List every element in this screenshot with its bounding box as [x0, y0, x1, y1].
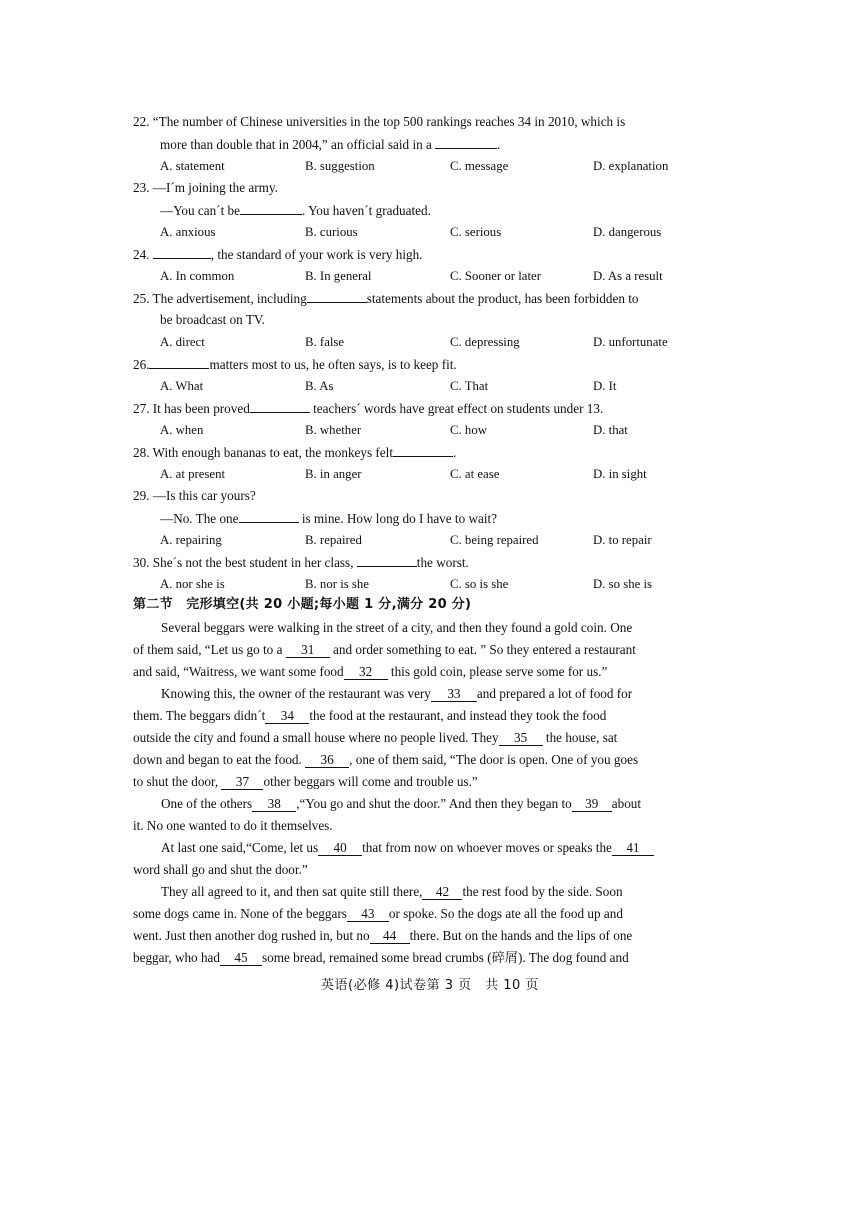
option-c: C. how: [450, 423, 487, 437]
option-a: A. at present: [160, 467, 226, 481]
passage-line: One of the others 38 ,“You go and shut the door.” And then they began to 39 about: [161, 796, 642, 811]
option-d: D. dangerous: [593, 225, 662, 239]
question-number: 22.: [133, 114, 150, 129]
option-a: A. statement: [160, 159, 225, 173]
option-c: C. message: [450, 159, 509, 173]
question-number: 23.: [133, 180, 150, 195]
blank-44: 44: [370, 929, 410, 944]
blank-34: 34: [265, 709, 309, 724]
option-b: B. suggestion: [305, 159, 375, 173]
blank-31: 31: [286, 643, 330, 658]
option-c: C. Sooner or later: [450, 269, 541, 283]
passage-line: some dogs came in. None of the beggars 43 or spoke. So the dogs ate all the food up and: [133, 906, 623, 921]
blank-37: 37: [221, 775, 263, 790]
question-number: 29.: [133, 488, 150, 503]
question-27: 27. It has been proved teachers´ words have great effect on students under 13.: [133, 401, 604, 416]
option-a: A. when: [160, 423, 204, 437]
question-stem: matters most to us, he often says, is to keep fit.: [209, 357, 457, 372]
question-29: [133, 488, 256, 504]
option-d: D. that: [593, 423, 628, 437]
option-a: A. anxious: [160, 225, 216, 239]
question-number: 28.: [133, 445, 150, 460]
answer-blank: [250, 400, 310, 413]
blank-40: 40: [318, 841, 362, 856]
answer-blank: [149, 356, 209, 369]
question-stem: , the standard of your work is very high.: [210, 247, 423, 262]
blank-33: 33: [431, 687, 477, 702]
option-c: C. serious: [450, 225, 502, 239]
blank-38: 38: [252, 797, 296, 812]
passage-line: went. Just then another dog rushed in, but no 44 there. But on the hands and the lips of one: [133, 928, 633, 943]
question-stem: —Is this car yours?: [152, 488, 256, 503]
option-b: B. nor is she: [305, 577, 369, 591]
question-stem-line: —You can´t be . You haven´t graduated.: [160, 203, 431, 218]
question-25: 25. The advertisement, including statements about the product, has been forbidden to: [133, 291, 639, 306]
answer-blank: [357, 554, 417, 567]
option-b: B. curious: [305, 225, 358, 239]
passage-line: At last one said,“Come, let us 40 that from now on whoever moves or speaks the 41: [161, 840, 654, 856]
passage-line: it. No one wanted to do it themselves.: [133, 818, 333, 833]
option-c: C. so is she: [450, 577, 509, 591]
answer-blank: [307, 290, 367, 303]
option-a: A. In common: [160, 269, 235, 283]
question-number: 27.: [133, 401, 150, 416]
option-d: D. It: [593, 379, 617, 393]
option-c: C. That: [450, 379, 489, 393]
option-a: A. repairing: [160, 533, 222, 547]
question-number: 30.: [133, 555, 150, 570]
question-26: [133, 356, 457, 373]
passage-line: outside the city and found a small house where no people lived. They 35 the house, sat: [133, 730, 618, 745]
passage-line: them. The beggars didn´t 34 the food at the restaurant, and instead they took the food: [133, 708, 607, 723]
section-heading: 第二节 完形填空(共 20 小题;每小题 1 分,满分 20 分): [133, 597, 472, 612]
option-b: B. whether: [305, 423, 362, 437]
passage-line: to shut the door, 37 other beggars will come and trouble us.”: [133, 774, 478, 789]
answer-blank: [239, 510, 299, 523]
option-c: C. at ease: [450, 467, 500, 481]
blank-43: 43: [347, 907, 389, 922]
question-22: [133, 114, 625, 130]
question-28: 28. With enough bananas to eat, the monkeys felt .: [133, 445, 457, 460]
question-stem-line: be broadcast on TV.: [160, 312, 265, 327]
passage-line: Knowing this, the owner of the restaurant was very 33 and prepared a lot of food for: [161, 686, 633, 701]
passage-line: of them said, “Let us go to a 31 and order something to eat. ” So they entered a restaurant: [133, 642, 636, 657]
option-b: B. in anger: [305, 467, 362, 481]
option-b: B. false: [305, 335, 345, 349]
option-a: A. nor she is: [160, 577, 225, 591]
answer-blank: [393, 444, 453, 457]
page-footer: 英语(必修 4)试卷第 3 页 共 10 页: [321, 978, 539, 993]
question-stem: With enough bananas to eat, the monkeys felt: [152, 445, 393, 460]
question-number: 26.: [133, 357, 150, 372]
passage-line: and said, “Waitress, we want some food 32 this gold coin, please serve some for us.”: [133, 664, 608, 679]
passage-line: Several beggars were walking in the street of a city, and then they found a gold coin. One: [161, 620, 633, 635]
passage-line: word shall go and shut the door.”: [133, 862, 308, 877]
question-24: [133, 246, 422, 263]
question-number: 24.: [133, 247, 150, 262]
option-b: B. As: [305, 379, 334, 393]
option-d: D. explanation: [593, 159, 669, 173]
answer-blank: [240, 202, 302, 215]
option-b: B. repaired: [305, 533, 362, 547]
blank-39: 39: [572, 797, 612, 812]
option-a: A. direct: [160, 335, 205, 349]
option-c: C. being repaired: [450, 533, 539, 547]
answer-blank: [153, 246, 211, 259]
blank-41: 41: [612, 841, 654, 856]
option-d: D. unfortunate: [593, 335, 668, 349]
question-stem: —I´m joining the army.: [152, 180, 278, 195]
option-d: D. As a result: [593, 269, 663, 283]
option-d: D. to repair: [593, 533, 652, 547]
question-30: 30. She´s not the best student in her class, the worst.: [133, 555, 469, 570]
passage-line: They all agreed to it, and then sat quite still there, 42 the rest food by the side. Soon: [161, 884, 623, 899]
question-stem: She´s not the best student in her class,: [152, 555, 357, 570]
passage-line: down and began to eat the food. 36 , one of them said, “The door is open. One of you goes: [133, 752, 639, 767]
question-stem-line: —No. The one is mine. How long do I have to wait?: [160, 511, 498, 526]
answer-blank: [435, 136, 497, 149]
option-a: A. What: [160, 379, 204, 393]
question-stem: The advertisement, including: [152, 291, 307, 306]
option-c: C. depressing: [450, 335, 520, 349]
passage-line: beggar, who had 45 some bread, remained some bread crumbs (碎屑). The dog found and: [133, 950, 629, 965]
blank-32: 32: [344, 665, 388, 680]
question-23: [133, 180, 278, 196]
question-stem: It has been proved: [152, 401, 250, 416]
question-number: 25.: [133, 291, 150, 306]
option-d: D. so she is: [593, 577, 653, 591]
option-b: B. In general: [305, 269, 372, 283]
blank-42: 42: [422, 885, 462, 900]
question-stem-line: more than double that in 2004,” an official said in a .: [160, 137, 501, 152]
blank-35: 35: [499, 731, 543, 746]
blank-36: 36: [305, 753, 349, 768]
question-stem: “The number of Chinese universities in the top 500 rankings reaches 34 in 2010, which is: [152, 114, 626, 129]
option-d: D. in sight: [593, 467, 647, 481]
blank-45: 45: [220, 951, 262, 966]
